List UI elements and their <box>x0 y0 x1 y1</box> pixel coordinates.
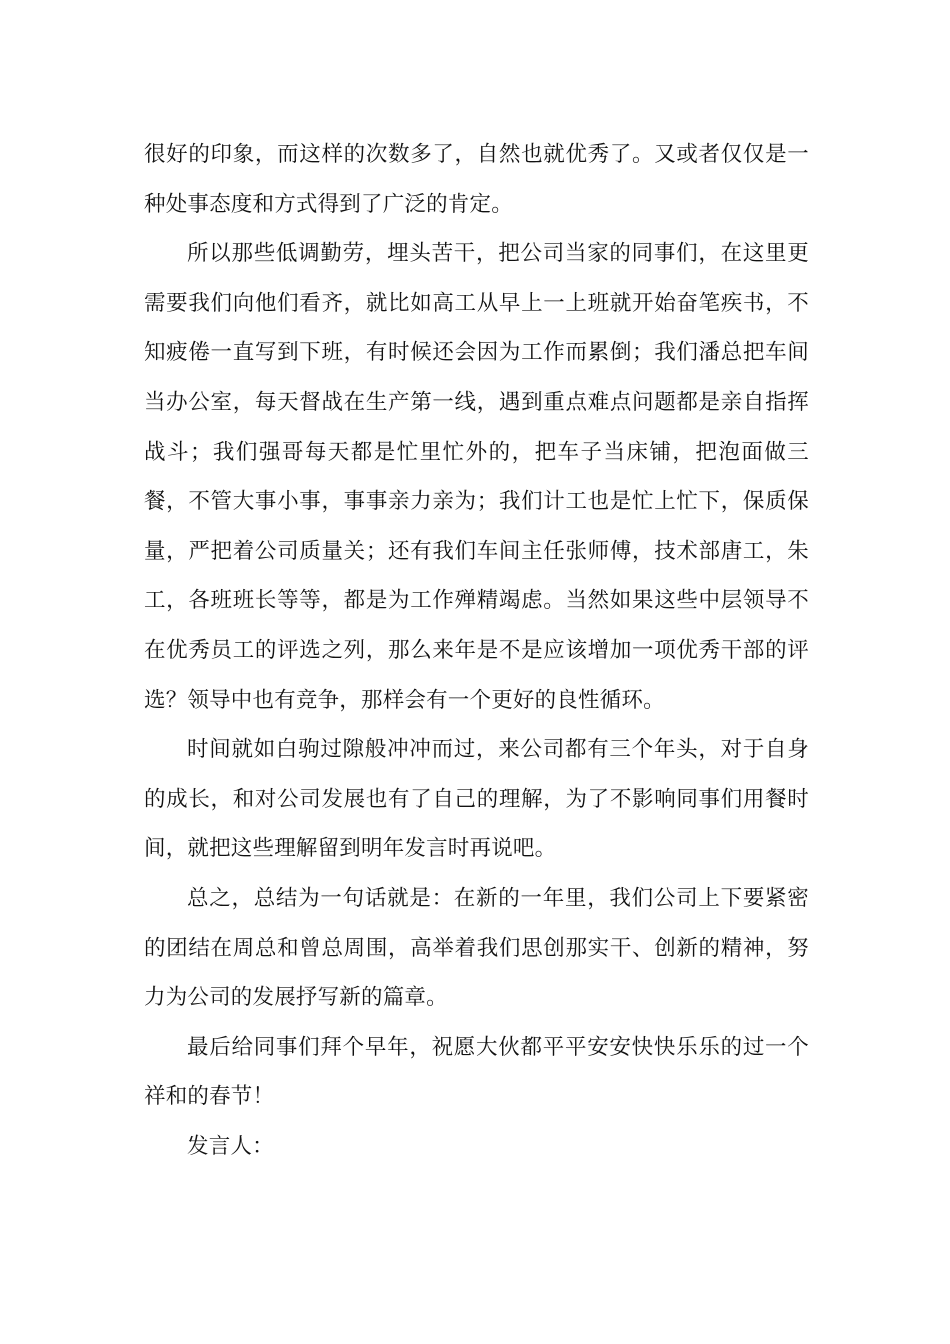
paragraph-summary: 总之，总结为一句话就是：在新的一年里，我们公司上下要紧密的团结在周总和曾总周围，高举着我们思创那实干、创新的精神，努力为公司的发展抒写新的篇章。 <box>144 885 809 1011</box>
speaker-line: 发言人： <box>187 1133 274 1159</box>
paragraph-colleagues: 所以那些低调勤劳，埋头苦干，把公司当家的同事们，在这里更需要我们向他们看齐，就比如高工从早上一上班就开始奋笔疾书，不知疲倦一直写到下班，有时候还会因为工作而累倒；我们潘总把车间当办公室，每天督战在生产第一线，遇到重点难点问题都是亲自指挥战斗；我们强哥每天都是忙里忙外的，把车子当床铺，把泡面做三餐，不管大事小事，事事亲力亲为；我们计工也是忙上忙下，保质保量，严把着公司质量关；还有我们车间主任张师傅，技术部唐工，朱工，各班班长等等，都是为工作殚精竭虑。当然如果这些中层领导不在优秀员工的评选之列，那么来年是不是应该增加一项优秀干部的评选？领导中也有竞争，那样会有一个更好的良性循环。 <box>144 241 809 713</box>
document-body <box>144 130 809 1171</box>
paragraph-time: 时间就如白驹过隙般冲冲而过，来公司都有三个年头，对于自身的成长，和对公司发展也有了自己的理解，为了不影响同事们用餐时间，就把这些理解留到明年发言时再说吧。 <box>144 737 809 862</box>
paragraph-continuation: 很好的印象，而这样的次数多了，自然也就优秀了。又或者仅仅是一种处事态度和方式得到了广泛的肯定。 <box>144 142 809 217</box>
paragraph-greeting: 最后给同事们拜个早年，祝愿大伙都平平安安快快乐乐的过一个祥和的春节！ <box>144 1034 809 1110</box>
